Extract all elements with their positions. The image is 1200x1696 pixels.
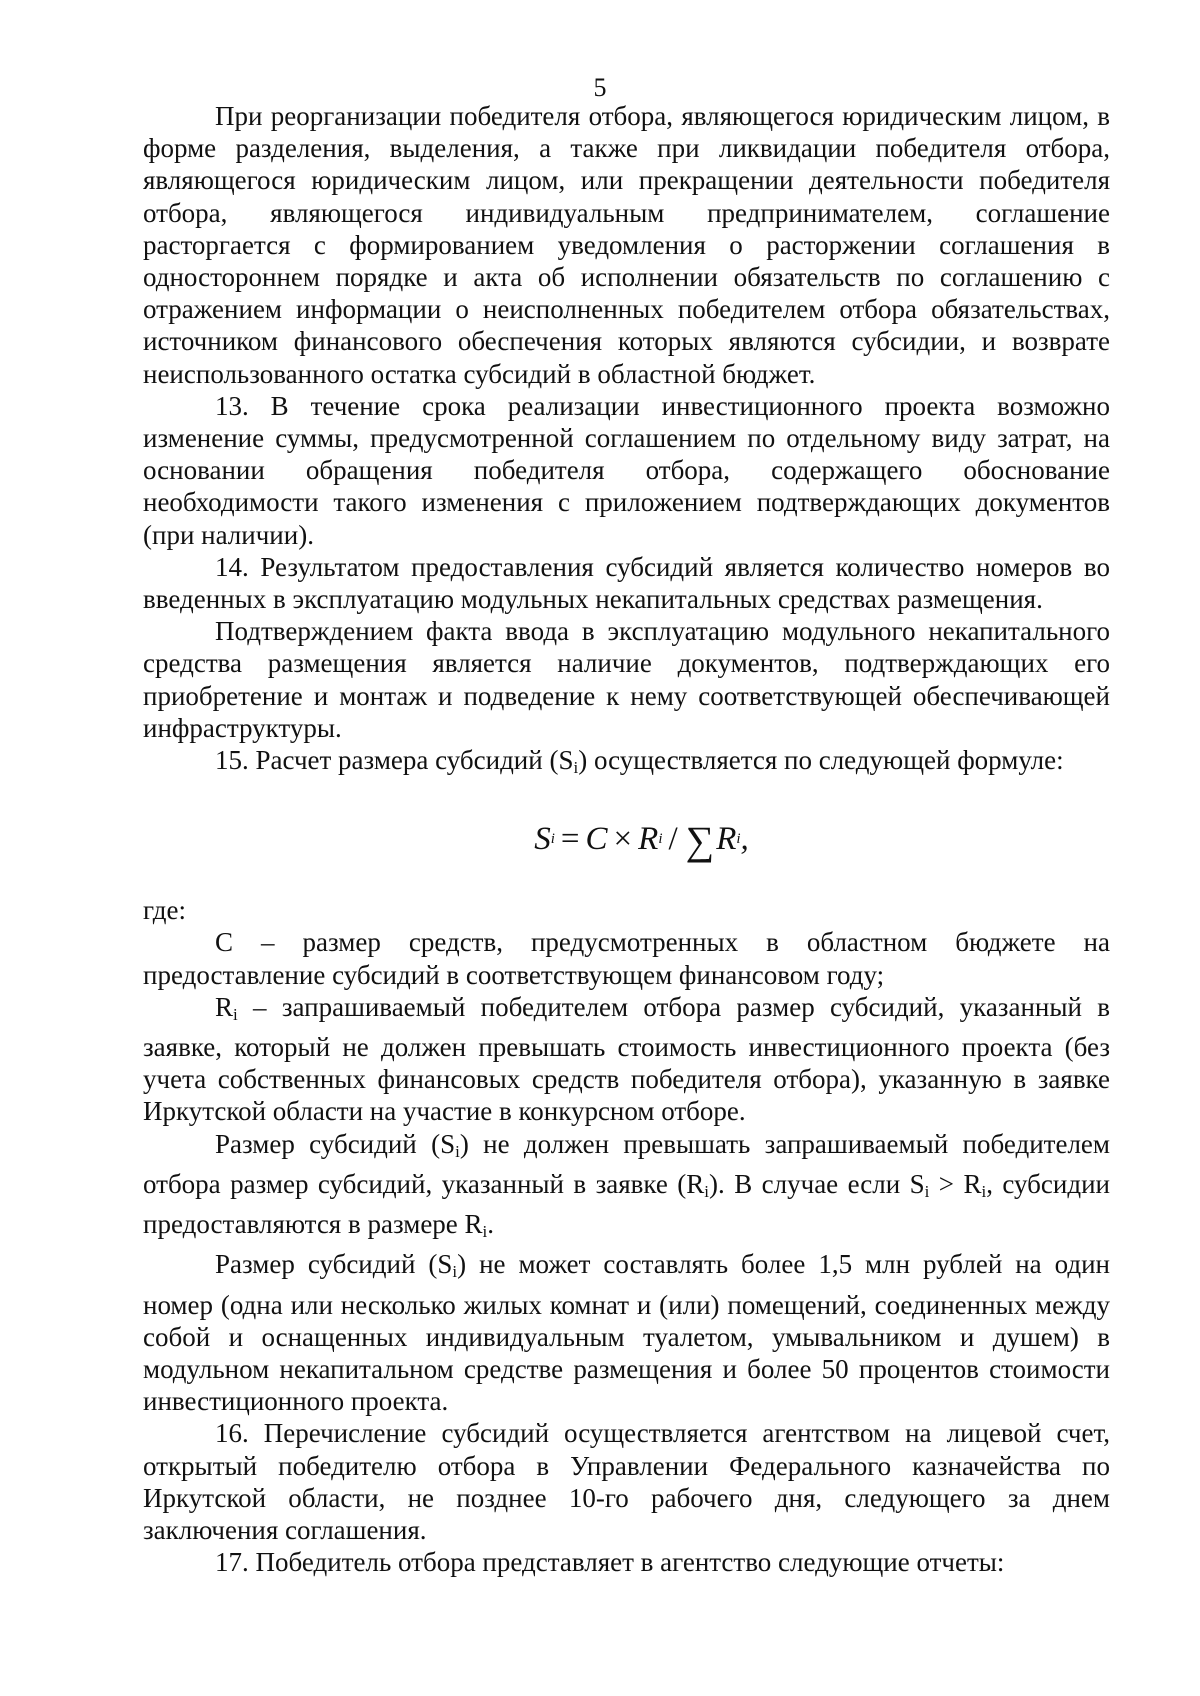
paragraph-ri-definition: $R_i$ – запрашиваемый победителем отбора размер субсидий, указанный в заявке, который не должен превышать стоимость инвестиционного проекта (без учета собственных финансовых средств победителя отбора), указанную в заявке Иркутской области на участие в конкурсном отборе. xyxy=(143,991,1110,1127)
paragraph-c-definition: C – размер средств, предусмотренных в областном бюджете на предоставление субсидий в соответствующем финансовом году; xyxy=(143,927,1110,990)
paragraph-max-amount: Размер субсидий $(S_i)$ не может составлять более 1,5 млн рублей на один номер (одна или несколько жилых комнат и (или) помещений, соединенных между собой и оснащенных индивидуальным туалетом, умывальником и душем) в модульном некапитальном средстве размещения и более 50 процентов стоимости инвестиционного проекта. xyxy=(143,1249,1110,1417)
paragraph-14: 14. Результатом предоставления субсидий является количество номеров во введенных в эксплуатацию модульных некапитальных средствах размещения. xyxy=(143,551,1110,615)
document-body xyxy=(143,100,1110,1578)
paragraph-15: 15. Расчет размера субсидий $(S_i)$ осуществляется по следующей формуле: xyxy=(215,745,1064,778)
paragraph-size-limit: Размер субсидий $(S_i)$ не должен превышать запрашиваемый победителем отбора размер субсидий, указанный в заявке $(R_i)$. В случае если $S_i > R_i$, субсидии предоставляются в размере $R_i$. xyxy=(143,1128,1110,1242)
paragraph-where: где: xyxy=(143,895,186,926)
paragraph-16: 16. Перечисление субсидий осуществляется агентством на лицевой счет, открытый победителю отбора в Управлении Федерального казначейства по Иркутской области, не позднее 10-го рабочего дня, следующего за днем заключения соглашения. xyxy=(143,1418,1110,1545)
paragraph-13: 13. В течение срока реализации инвестиционного проекта возможно изменение суммы, предусмотренной соглашением по отдельному виду затрат, на основании обращения победителя отбора, содержащего обоснование необходимости такого изменения с приложением подтверждающих документов (при наличии). xyxy=(143,390,1110,550)
paragraph-confirmation: Подтверждением факта ввода в эксплуатацию модульного некапитального средства размещения является наличие документов, подтверждающих его приобретение и монтаж и подведение к нему соответствующей обеспечивающей инфраструктуры. xyxy=(143,616,1110,743)
sum-symbol: ∑ xyxy=(685,818,715,864)
page-number: 5 xyxy=(593,73,607,102)
subsidy-formula: S i = C × R i / ∑ R i , xyxy=(534,818,749,864)
paragraph-reorganization: При реорганизации победителя отбора, являющегося юридическим лицом, в форме разделения, выделения, а также при ликвидации победителя отбора, являющегося юридическим лицом, или прекращении деятельности победителя отбора, являющегося индивидуальным предпринимателем, соглашение расторгается с формированием уведомления о расторжении соглашения в одностороннем порядке и акта об исполнении обязательств по соглашению с отражением информации о неисполненных победителем отбора обязательствах, источником финансового обеспечения которых являются субсидии, и возврате неиспользованного остатка субсидий в областной бюджет. xyxy=(143,101,1110,389)
paragraph-17: 17. Победитель отбора представляет в агентство следующие отчеты: xyxy=(215,1547,1005,1578)
